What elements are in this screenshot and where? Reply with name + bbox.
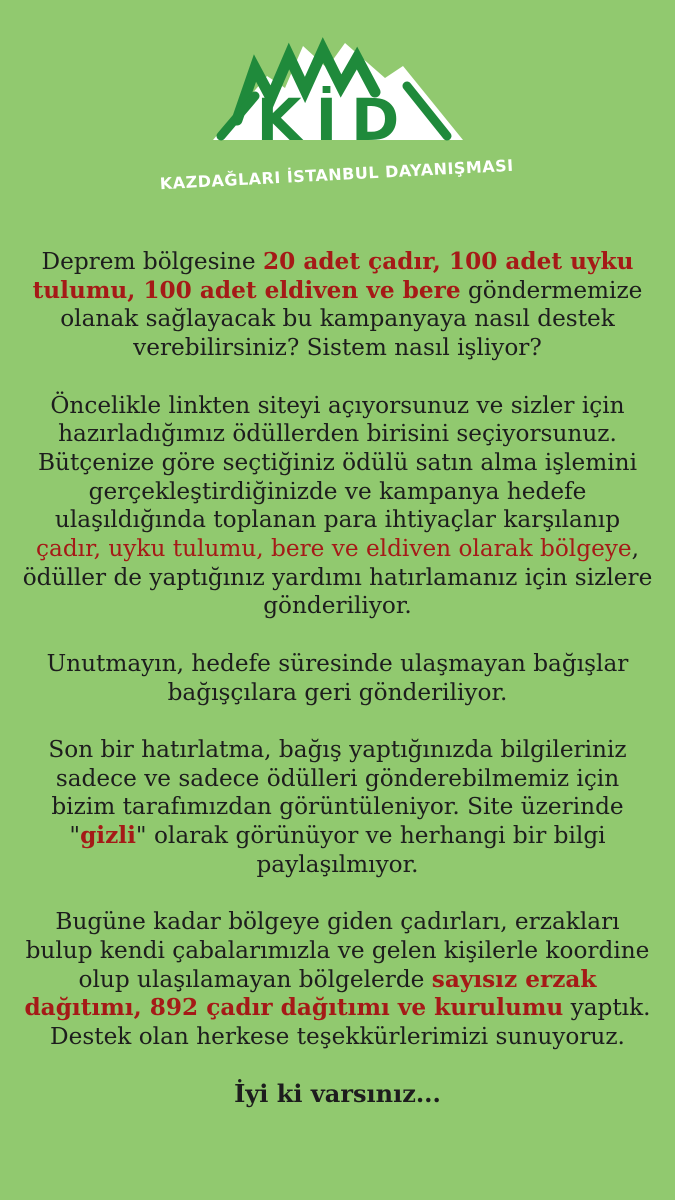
paragraph-refund-text: Unutmayın, hedefe süresinde ulaşmayan bağışlar bağışçılara geri gönderiliyor. xyxy=(46,649,629,706)
paragraph-achievements xyxy=(22,908,653,1052)
paragraph-intro-text-a: Deprem bölgesine xyxy=(41,248,263,275)
paragraph-how-text-c: , ödüller de yaptığınız yardımı hatırlamanız için sizlere gönderiliyor. xyxy=(22,535,653,620)
paragraph-privacy-text-c: " olarak görünüyor ve herhangi bir bilgi paylaşılmıyor. xyxy=(135,822,606,878)
campaign-text xyxy=(22,248,653,1138)
paragraph-how-it-works xyxy=(22,392,653,622)
paragraph-how-highlight: çadır, uyku tulumu, bere ve eldiven olarak bölgeye xyxy=(36,535,632,563)
paragraph-achievements-text-c: yaptık. Destek olan herkese teşekkürlerimizi sunuyoruz. xyxy=(50,994,651,1050)
kid-logo xyxy=(159,28,515,218)
paragraph-intro-highlight: 20 adet çadır, 100 adet uyku tulumu, 100 adet eldiven ve bere xyxy=(32,248,634,304)
paragraph-refund xyxy=(22,650,653,707)
mountain-logo-icon xyxy=(159,28,515,218)
paragraph-intro xyxy=(22,248,653,363)
paragraph-privacy-text-a: Son bir hatırlatma, bağış yaptığınızda bilgileriniz sadece ve sadece ödülleri gönderebilmemiz için bizim tarafımızdan görüntüleniyor. Site üzerinde " xyxy=(48,735,627,850)
paragraph-how-text-a: Öncelikle linkten siteyi açıyorsunuz ve sizler için hazırladığımız ödüllerden birisini seçiyorsunuz. Bütçenize göre seçtiğiniz ödülü satın alma işlemini gerçekleştirdiğinizde ve kampanya hedefe ulaşıldığında toplanan para ihtiyaçlar karşılanıp xyxy=(37,391,638,534)
paragraph-intro-text-c: göndermemize olanak sağlayacak bu kampanyaya nasıl destek verebilirsiniz? Sistem nasıl işliyor? xyxy=(60,276,643,362)
paragraph-achievements-text-a: Bugüne kadar bölgeye giden çadırları, erzakları bulup kendi çabalarımızla ve gelen kişilerle koordine olup ulaşılamayan bölgelerde xyxy=(25,908,650,993)
logo-subtitle: KAZDAĞLARI İSTANBUL DAYANIŞMASI xyxy=(159,155,515,194)
paragraph-privacy xyxy=(22,736,653,880)
closing-line: İyi ki varsınız... xyxy=(234,1079,441,1109)
paragraph-achievements-highlight: sayısız erzak dağıtımı, 892 çadır dağıtımı ve kurulumu xyxy=(24,965,597,1022)
paragraph-privacy-highlight: gizli xyxy=(80,822,136,850)
logo-initials: KİD xyxy=(256,86,414,154)
